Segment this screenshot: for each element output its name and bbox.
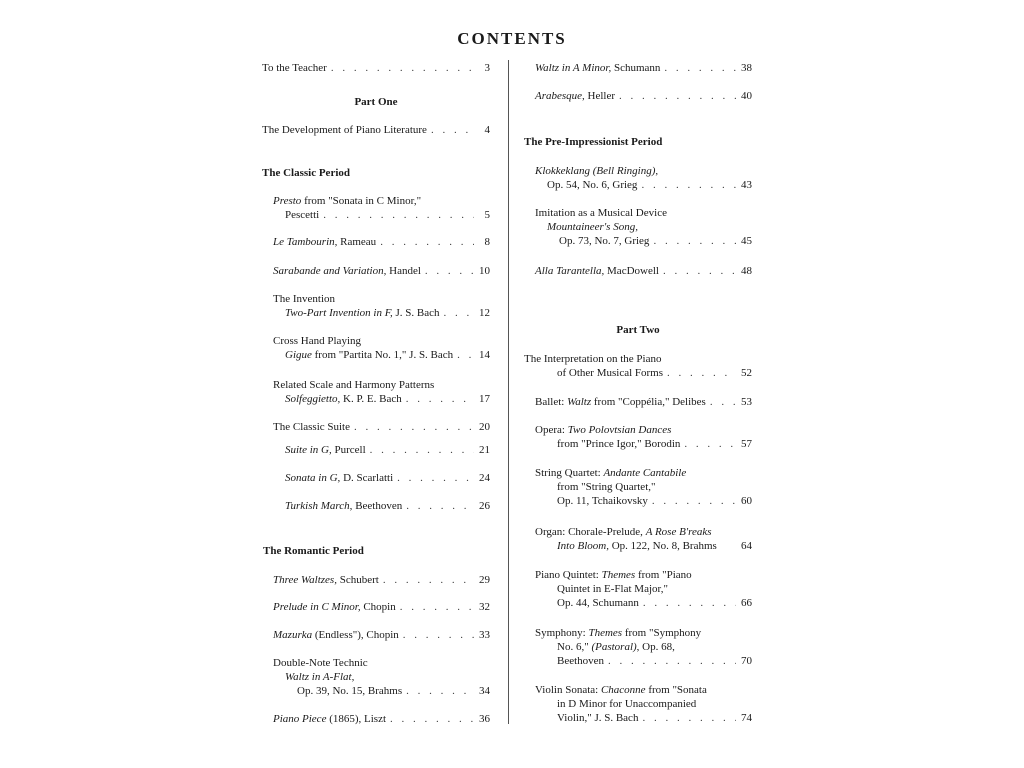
entry-title: Sarabande and Variation, (273, 265, 387, 277)
entry-title: Solfeggietto, (285, 393, 341, 405)
leader-dots (323, 208, 474, 222)
leader-dots (406, 392, 474, 406)
toc-entry-development[interactable] (262, 123, 490, 137)
entry-text: Imitation as a Musical Device (535, 207, 667, 219)
entry-text: The Development of Piano Literature (262, 124, 427, 136)
entry-title: Prelude in C Minor, (273, 601, 361, 613)
leader-dots (664, 61, 736, 75)
leader-dots (444, 306, 474, 320)
entry-text: Beethoven (557, 655, 605, 667)
page-number: 36 (479, 713, 490, 725)
leader-dots (370, 443, 474, 457)
entry-text: K. P. E. Bach (340, 393, 402, 405)
page-number: 66 (741, 597, 752, 609)
entry-text: Op. 122, No. 8, Brahms (608, 540, 717, 552)
page-number: 45 (741, 235, 752, 247)
entry-text: Organ: Chorale-Prelude, (535, 526, 646, 538)
entry-title: Chaconne (600, 684, 646, 696)
toc-entry-imitation[interactable] (535, 206, 752, 248)
page-number: 34 (479, 685, 490, 697)
page-number: 64 (741, 540, 752, 552)
entry-text: Quintet in E-Flat Major," (557, 583, 668, 595)
toc-entry-mazurka[interactable] (273, 628, 490, 642)
entry-text: D. Scarlatti (340, 472, 394, 484)
leader-dots (400, 600, 474, 614)
toc-entry-double-note[interactable] (273, 656, 490, 698)
entry-text: J. S. Bach (392, 307, 440, 319)
entry-text: from "Piano (635, 569, 692, 581)
entry-title: Mazurka (273, 629, 313, 641)
entry-text: Heller (584, 90, 616, 102)
entry-text: , Op. 68, (636, 641, 675, 653)
entry-title: Waltz in A-Flat, (285, 671, 355, 683)
entry-text: Symphony: (535, 627, 589, 639)
page-number: 17 (479, 393, 490, 405)
entry-text: MacDowell (604, 265, 659, 277)
entry-text: from "Sonata (645, 684, 707, 696)
entry-title: Le Tambourin, (273, 236, 338, 248)
page-number: 70 (741, 655, 752, 667)
entry-text: Schubert (336, 574, 379, 586)
toc-entry-sarabande[interactable] (273, 264, 490, 278)
classic-period-heading: The Classic Period (262, 167, 350, 179)
leader-dots (641, 178, 736, 192)
entry-text: Handel (386, 265, 421, 277)
entry-title: Two Polovtsian Dances (567, 424, 672, 436)
entry-title: Two-Part Invention in F, (285, 307, 393, 319)
page-number: 33 (479, 629, 490, 641)
entry-title: Suite in G, (285, 444, 332, 456)
leader-dots (425, 264, 474, 278)
toc-entry-invention[interactable] (273, 292, 490, 320)
leader-dots (331, 61, 474, 75)
page-number: 32 (479, 601, 490, 613)
page-number: 21 (479, 444, 490, 456)
entry-text: String Quartet: (535, 467, 604, 479)
entry-text: Purcell (331, 444, 366, 456)
page-number: 12 (479, 307, 490, 319)
page-number: 3 (484, 62, 490, 74)
pre-impressionist-heading: The Pre-Impressionist Period (524, 136, 663, 148)
entry-text: from "Symphony (622, 627, 702, 639)
entry-text: Violin Sonata: (535, 684, 601, 696)
leader-dots (406, 684, 474, 698)
entry-text: of Other Musical Forms (557, 367, 664, 379)
leader-dots (354, 420, 474, 434)
entry-title-secondary: (Pastoral) (591, 641, 637, 653)
toc-entry-scarlatti[interactable] (285, 471, 490, 485)
page-number: 40 (741, 90, 752, 102)
page-number: 74 (741, 712, 752, 724)
leader-dots (652, 494, 736, 508)
leader-dots (431, 123, 474, 137)
leader-dots (619, 89, 736, 103)
entry-text: Op. 44, Schumann (557, 597, 639, 609)
toc-entry-arabesque[interactable] (535, 89, 752, 103)
toc-entry-purcell[interactable] (285, 443, 490, 457)
romantic-period-heading: The Romantic Period (263, 545, 364, 557)
entry-text: Ballet: (535, 396, 568, 408)
entry-text: (Endless"), Chopin (312, 629, 399, 641)
entry-text: Chopin (360, 601, 396, 613)
toc-entry-cross-hand[interactable] (273, 334, 490, 362)
entry-text: Violin," J. S. Bach (557, 712, 639, 724)
page-number: 29 (479, 574, 490, 586)
leader-dots (406, 499, 474, 513)
page-number: 14 (479, 349, 490, 361)
entry-text: Beethoven (352, 500, 403, 512)
entry-text: The Interpretation on the Piano (524, 353, 662, 365)
entry-text: The Invention (273, 293, 336, 305)
page-number: 10 (479, 265, 490, 277)
entry-title: Gigue (285, 349, 312, 361)
page-number: 60 (741, 495, 752, 507)
entry-text: Schumann (611, 62, 661, 74)
entry-title-continued: Into Bloom, (557, 540, 609, 552)
part-one-heading: Part One (354, 96, 398, 108)
entry-title: Klokkeklang (535, 165, 590, 177)
page-number: 52 (741, 367, 752, 379)
toc-entry-tambourin[interactable] (273, 235, 490, 249)
toc-entry-prelude[interactable] (273, 600, 490, 614)
entry-text: Op. 11, Tchaikovsky (557, 495, 648, 507)
toc-entry-schubert[interactable] (273, 573, 490, 587)
toc-entry-liszt[interactable] (273, 712, 490, 726)
page-number: 8 (484, 236, 490, 248)
entry-title: Piano Piece (273, 713, 327, 725)
page-number: 26 (479, 500, 490, 512)
entry-title: Sonata in G, (285, 472, 341, 484)
entry-text: from "Partita No. 1," J. S. Bach (311, 349, 454, 361)
entry-text: from "Prince Igor," Borodin (557, 438, 681, 450)
leader-dots (608, 654, 736, 668)
entry-text: Double-Note Technic (273, 657, 368, 669)
leader-dots (684, 437, 736, 451)
toc-entry-violin-sonata[interactable] (535, 683, 752, 725)
page-number: 57 (741, 438, 752, 450)
entry-text: (1865), Liszt (326, 713, 387, 725)
leader-dots (642, 711, 736, 725)
toc-entry-interpretation[interactable] (524, 352, 752, 380)
toc-entry-organ[interactable] (535, 525, 752, 553)
toc-entry-related-scale[interactable] (273, 378, 490, 406)
toc-entry-tarantella[interactable] (535, 264, 752, 278)
page-number: 53 (741, 396, 752, 408)
leader-dots (643, 596, 736, 610)
entry-text: Op. 54, No. 6, Grieg (547, 179, 638, 191)
toc-entry-classic-suite[interactable] (273, 420, 490, 434)
page-number: 43 (741, 179, 752, 191)
entry-text: Op. 39, No. 15, Brahms (297, 685, 403, 697)
toc-entry-waltz-schumann[interactable] (535, 61, 752, 75)
entry-title: Themes (601, 569, 636, 581)
toc-entry-turkish-march[interactable] (285, 499, 490, 513)
toc-entry-symphony[interactable] (535, 626, 752, 668)
entry-text: in D Minor for Unaccompanied (557, 698, 697, 710)
leader-dots (390, 712, 474, 726)
toc-entry-string-quartet[interactable] (535, 466, 752, 508)
entry-subtitle: (Bell Ringing) (589, 165, 656, 177)
page-number: 24 (479, 472, 490, 484)
entry-text: Piano Quintet: (535, 569, 602, 581)
page-number: 5 (484, 209, 490, 221)
entry-title: Three Waltzes, (273, 574, 337, 586)
leader-dots (397, 471, 474, 485)
entry-title: Arabesque, (535, 90, 585, 102)
entry-text: Related Scale and Harmony Patterns (273, 379, 435, 391)
entry-title: Andante Cantabile (603, 467, 687, 479)
column-divider (508, 60, 509, 724)
entry-text: Op. 73, No. 7, Grieg (559, 235, 650, 247)
entry-title: Presto (273, 195, 302, 207)
page-number: 4 (484, 124, 490, 136)
entry-text: from "String Quartet," (557, 481, 656, 493)
leader-dots (403, 628, 474, 642)
entry-text: Opera: (535, 424, 568, 436)
leader-dots (667, 366, 736, 380)
leader-dots (457, 348, 474, 362)
entry-text: from "Coppélia," Delibes (591, 396, 706, 408)
part-two-heading: Part Two (616, 324, 660, 336)
leader-dots (380, 235, 474, 249)
toc-entry-to-the-teacher[interactable] (262, 61, 490, 75)
toc-entry-ballet[interactable] (535, 395, 752, 409)
entry-title: A Rose B'reaks (645, 526, 712, 538)
entry-title: Waltz (567, 396, 592, 408)
leader-dots (710, 395, 736, 409)
entry-text: from "Sonata in C Minor," (301, 195, 422, 207)
page-number: 38 (741, 62, 752, 74)
leader-dots (383, 573, 474, 587)
entry-title: Mountaineer's Song, (547, 221, 638, 233)
leader-dots (663, 264, 736, 278)
toc-entry-klokkeklang[interactable] (535, 164, 752, 192)
entry-text: Cross Hand Playing (273, 335, 361, 347)
entry-title: Waltz in A Minor, (535, 62, 612, 74)
entry-text: Pescetti (285, 209, 320, 221)
entry-text: The Classic Suite (273, 421, 350, 433)
toc-entry-opera[interactable] (535, 423, 752, 451)
page-number: 48 (741, 265, 752, 277)
entry-title: Alla Tarantella, (535, 265, 605, 277)
entry-text: No. 6," (557, 641, 592, 653)
entry-title: Turkish March, (285, 500, 353, 512)
page-number: 20 (479, 421, 490, 433)
entry-title: Themes (588, 627, 623, 639)
entry-text: , (655, 165, 659, 177)
toc-entry-presto[interactable] (273, 194, 490, 222)
leader-dots (653, 234, 736, 248)
page-title: CONTENTS (457, 29, 567, 48)
entry-text: To the Teacher (262, 62, 327, 74)
toc-entry-piano-quintet[interactable] (535, 568, 752, 610)
entry-text: Rameau (337, 236, 377, 248)
